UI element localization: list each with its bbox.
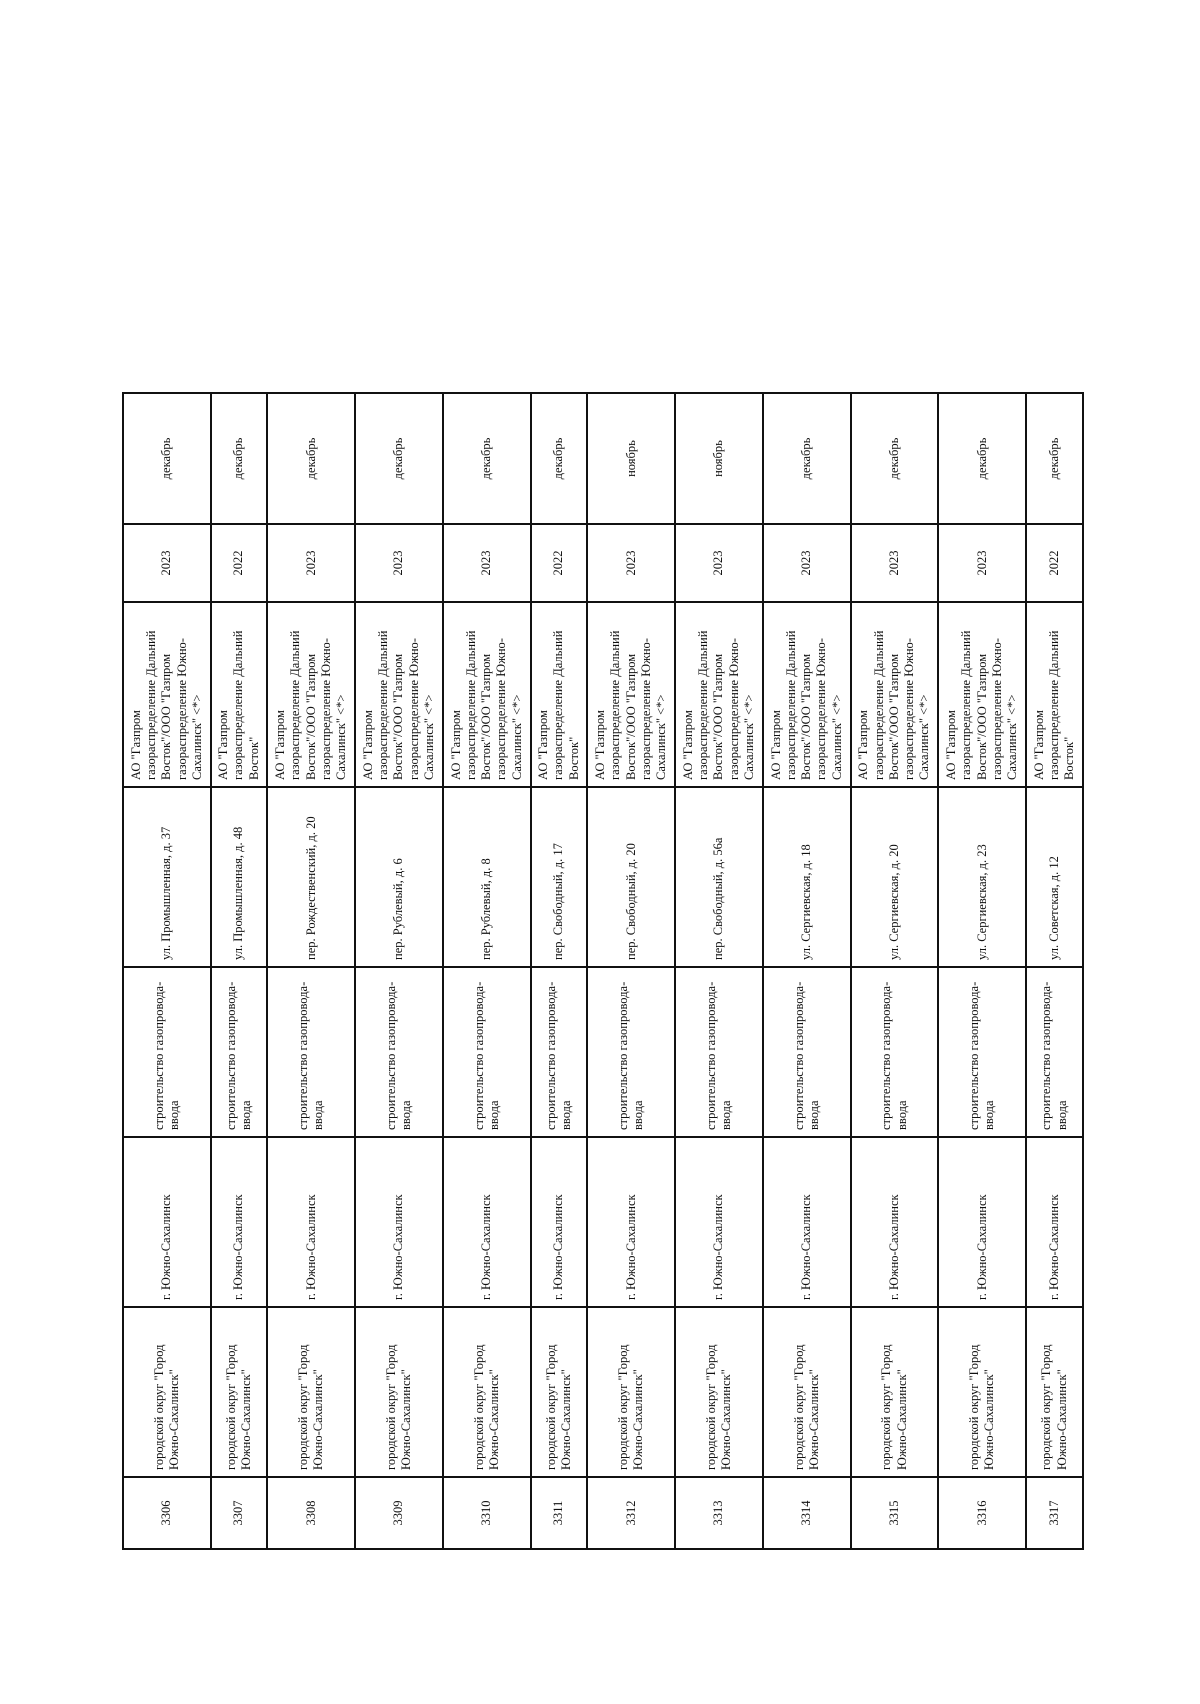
- year-cell: 2023: [938, 524, 1026, 602]
- month-cell: декабрь: [355, 393, 443, 524]
- city-cell: г. Южно-Сахалинск: [355, 1137, 443, 1307]
- city-cell: г. Южно-Сахалинск: [267, 1137, 355, 1307]
- row-number: 3309: [355, 1477, 443, 1549]
- month-cell: декабрь: [1026, 393, 1083, 524]
- year-cell: 2023: [123, 524, 211, 602]
- table-row: [675, 393, 763, 1549]
- city-cell: г. Южно-Сахалинск: [1026, 1137, 1083, 1307]
- address-cell: пер. Свободный, д. 17: [531, 787, 588, 967]
- work-type-cell: строительство газопровода-ввода: [675, 967, 763, 1137]
- organization-cell: АО "Газпром газораспределение Дальний Восток": [531, 602, 588, 787]
- address-cell: ул. Промышленная, д. 37: [123, 787, 211, 967]
- table-row: [355, 393, 443, 1549]
- city-cell: г. Южно-Сахалинск: [763, 1137, 851, 1307]
- row-number: 3312: [587, 1477, 675, 1549]
- month-cell: декабрь: [443, 393, 531, 524]
- row-number: 3311: [531, 1477, 588, 1549]
- table-row: [443, 393, 531, 1549]
- organization-cell: АО "Газпром газораспределение Дальний Восток": [211, 602, 268, 787]
- organization-cell: АО "Газпром газораспределение Дальний Восток"/ООО "Газпром газораспределение Южно-Сахалинск" <*>: [763, 602, 851, 787]
- year-cell: 2023: [587, 524, 675, 602]
- work-type-cell: строительство газопровода-ввода: [355, 967, 443, 1137]
- municipality-cell: городской округ "Город Южно-Сахалинск": [851, 1307, 939, 1477]
- year-cell: 2022: [211, 524, 268, 602]
- address-cell: пер. Рублевый, д. 6: [355, 787, 443, 967]
- row-number: 3317: [1026, 1477, 1083, 1549]
- organization-cell: АО "Газпром газораспределение Дальний Восток"/ООО "Газпром газораспределение Южно-Сахалинск" <*>: [938, 602, 1026, 787]
- table-row: [211, 393, 268, 1549]
- municipality-cell: городской округ "Город Южно-Сахалинск": [211, 1307, 268, 1477]
- municipality-cell: городской округ "Город Южно-Сахалинск": [355, 1307, 443, 1477]
- year-cell: 2023: [851, 524, 939, 602]
- address-cell: ул. Сергиевская, д. 20: [851, 787, 939, 967]
- row-number: 3307: [211, 1477, 268, 1549]
- address-cell: пер. Свободный, д. 56а: [675, 787, 763, 967]
- row-number: 3310: [443, 1477, 531, 1549]
- rotated-table-sheet: [122, 394, 1084, 1550]
- work-type-cell: строительство газопровода-ввода: [211, 967, 268, 1137]
- city-cell: г. Южно-Сахалинск: [587, 1137, 675, 1307]
- city-cell: г. Южно-Сахалинск: [938, 1137, 1026, 1307]
- municipality-cell: городской округ "Город Южно-Сахалинск": [1026, 1307, 1083, 1477]
- work-type-cell: строительство газопровода-ввода: [587, 967, 675, 1137]
- organization-cell: АО "Газпром газораспределение Дальний Восток"/ООО "Газпром газораспределение Южно-Сахалинск" <*>: [851, 602, 939, 787]
- city-cell: г. Южно-Сахалинск: [211, 1137, 268, 1307]
- row-number: 3315: [851, 1477, 939, 1549]
- table-row: [587, 393, 675, 1549]
- row-number: 3316: [938, 1477, 1026, 1549]
- municipality-cell: городской округ "Город Южно-Сахалинск": [531, 1307, 588, 1477]
- month-cell: ноябрь: [675, 393, 763, 524]
- work-type-cell: строительство газопровода-ввода: [851, 967, 939, 1137]
- month-cell: декабрь: [531, 393, 588, 524]
- organization-cell: АО "Газпром газораспределение Дальний Восток"/ООО "Газпром газораспределение Южно-Сахалинск" <*>: [443, 602, 531, 787]
- table-row: [763, 393, 851, 1549]
- table-row: [1026, 393, 1083, 1549]
- month-cell: декабрь: [851, 393, 939, 524]
- work-type-cell: строительство газопровода-ввода: [763, 967, 851, 1137]
- table-body: [123, 393, 1083, 1549]
- organization-cell: АО "Газпром газораспределение Дальний Восток"/ООО "Газпром газораспределение Южно-Сахалинск" <*>: [587, 602, 675, 787]
- city-cell: г. Южно-Сахалинск: [851, 1137, 939, 1307]
- municipality-cell: городской округ "Город Южно-Сахалинск": [267, 1307, 355, 1477]
- row-number: 3308: [267, 1477, 355, 1549]
- municipality-cell: городской округ "Город Южно-Сахалинск": [938, 1307, 1026, 1477]
- year-cell: 2023: [675, 524, 763, 602]
- work-type-cell: строительство газопровода-ввода: [123, 967, 211, 1137]
- city-cell: г. Южно-Сахалинск: [531, 1137, 588, 1307]
- month-cell: декабрь: [123, 393, 211, 524]
- work-type-cell: строительство газопровода-ввода: [267, 967, 355, 1137]
- month-cell: декабрь: [938, 393, 1026, 524]
- city-cell: г. Южно-Сахалинск: [443, 1137, 531, 1307]
- year-cell: 2023: [443, 524, 531, 602]
- organization-cell: АО "Газпром газораспределение Дальний Восток"/ООО "Газпром газораспределение Южно-Сахалинск" <*>: [355, 602, 443, 787]
- row-number: 3313: [675, 1477, 763, 1549]
- city-cell: г. Южно-Сахалинск: [123, 1137, 211, 1307]
- city-cell: г. Южно-Сахалинск: [675, 1137, 763, 1307]
- table-row: [938, 393, 1026, 1549]
- address-cell: ул. Сергиевская, д. 18: [763, 787, 851, 967]
- row-number: 3314: [763, 1477, 851, 1549]
- table-row: [531, 393, 588, 1549]
- month-cell: декабрь: [211, 393, 268, 524]
- year-cell: 2023: [355, 524, 443, 602]
- row-number: 3306: [123, 1477, 211, 1549]
- organization-cell: АО "Газпром газораспределение Дальний Восток"/ООО "Газпром газораспределение Южно-Сахалинск" <*>: [123, 602, 211, 787]
- year-cell: 2023: [763, 524, 851, 602]
- year-cell: 2022: [1026, 524, 1083, 602]
- gasification-table: [122, 392, 1084, 1550]
- month-cell: ноябрь: [587, 393, 675, 524]
- table-row: [851, 393, 939, 1549]
- municipality-cell: городской округ "Город Южно-Сахалинск": [123, 1307, 211, 1477]
- year-cell: 2022: [531, 524, 588, 602]
- work-type-cell: строительство газопровода-ввода: [1026, 967, 1083, 1137]
- work-type-cell: строительство газопровода-ввода: [531, 967, 588, 1137]
- municipality-cell: городской округ "Город Южно-Сахалинск": [763, 1307, 851, 1477]
- table-row: [267, 393, 355, 1549]
- municipality-cell: городской округ "Город Южно-Сахалинск": [675, 1307, 763, 1477]
- address-cell: пер. Рождественский, д. 20: [267, 787, 355, 967]
- address-cell: ул. Сергиевская, д. 23: [938, 787, 1026, 967]
- month-cell: декабрь: [267, 393, 355, 524]
- work-type-cell: строительство газопровода-ввода: [443, 967, 531, 1137]
- address-cell: пер. Рублевый, д. 8: [443, 787, 531, 967]
- table-row: [123, 393, 211, 1549]
- work-type-cell: строительство газопровода-ввода: [938, 967, 1026, 1137]
- organization-cell: АО "Газпром газораспределение Дальний Восток"/ООО "Газпром газораспределение Южно-Сахалинск" <*>: [675, 602, 763, 787]
- address-cell: пер. Свободный, д. 20: [587, 787, 675, 967]
- address-cell: ул. Промышленная, д. 48: [211, 787, 268, 967]
- organization-cell: АО "Газпром газораспределение Дальний Восток": [1026, 602, 1083, 787]
- municipality-cell: городской округ "Город Южно-Сахалинск": [443, 1307, 531, 1477]
- municipality-cell: городской округ "Город Южно-Сахалинск": [587, 1307, 675, 1477]
- year-cell: 2023: [267, 524, 355, 602]
- organization-cell: АО "Газпром газораспределение Дальний Восток"/ООО "Газпром газораспределение Южно-Сахалинск" <*>: [267, 602, 355, 787]
- address-cell: ул. Советская, д. 12: [1026, 787, 1083, 967]
- month-cell: декабрь: [763, 393, 851, 524]
